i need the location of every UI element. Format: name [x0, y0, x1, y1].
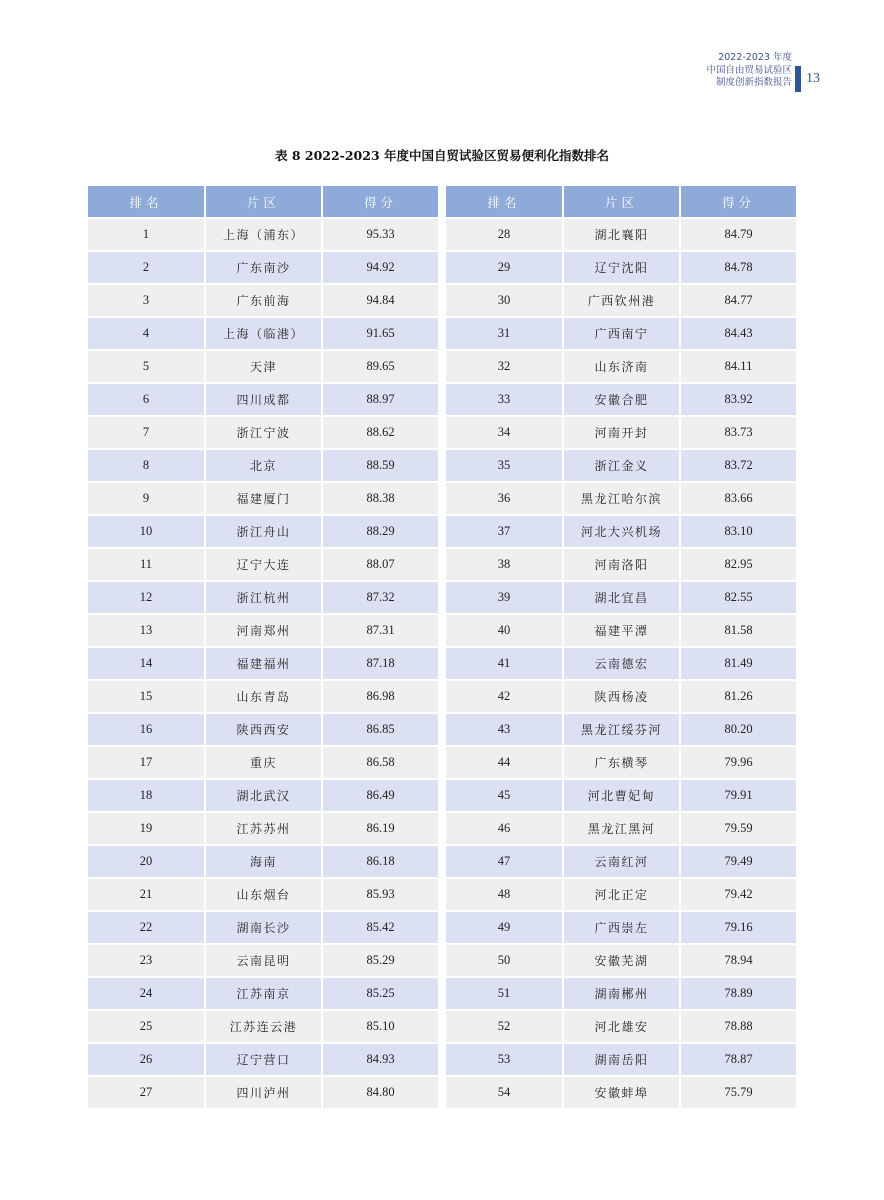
table-row [88, 912, 438, 943]
table-row [88, 780, 438, 811]
column-header-rank: 排名 [446, 186, 562, 217]
header-report-subtitle: 制度创新指数报告 [715, 77, 792, 88]
rank-cell: 7 [88, 417, 204, 448]
rank-cell: 5 [88, 351, 204, 382]
zone-cell: 安徽合肥 [564, 384, 679, 415]
zone-cell: 天津 [206, 351, 321, 382]
zone-cell: 广西崇左 [564, 912, 679, 943]
zone-cell: 湖北宜昌 [564, 582, 679, 613]
rank-cell: 32 [446, 351, 562, 382]
zone-cell: 广东前海 [206, 285, 321, 316]
table-row [88, 978, 438, 1009]
score-cell: 79.49 [681, 846, 796, 877]
table-row [446, 978, 796, 1009]
score-cell: 95.33 [323, 219, 438, 250]
table-row [88, 681, 438, 712]
table-row [88, 879, 438, 910]
zone-cell: 四川成都 [206, 384, 321, 415]
zone-cell: 浙江舟山 [206, 516, 321, 547]
score-cell: 81.26 [681, 681, 796, 712]
score-cell: 86.58 [323, 747, 438, 778]
score-cell: 86.98 [323, 681, 438, 712]
zone-cell: 湖北襄阳 [564, 219, 679, 250]
rank-cell: 21 [88, 879, 204, 910]
zone-cell: 湖南长沙 [206, 912, 321, 943]
score-cell: 88.97 [323, 384, 438, 415]
zone-cell: 北京 [206, 450, 321, 481]
zone-cell: 云南昆明 [206, 945, 321, 976]
table-row [446, 252, 796, 283]
column-header-score: 得分 [681, 186, 796, 217]
zone-cell: 黑龙江哈尔滨 [564, 483, 679, 514]
zone-cell: 广西钦州港 [564, 285, 679, 316]
table-row [446, 450, 796, 481]
column-header-zone: 片区 [206, 186, 321, 217]
zone-cell: 辽宁沈阳 [564, 252, 679, 283]
zone-cell: 福建福州 [206, 648, 321, 679]
rank-cell: 14 [88, 648, 204, 679]
table-header-row [88, 186, 438, 217]
score-cell: 81.58 [681, 615, 796, 646]
table-row [88, 318, 438, 349]
score-cell: 88.59 [323, 450, 438, 481]
rank-cell: 15 [88, 681, 204, 712]
zone-cell: 辽宁营口 [206, 1044, 321, 1075]
score-cell: 84.77 [681, 285, 796, 316]
rank-cell: 4 [88, 318, 204, 349]
rank-cell: 6 [88, 384, 204, 415]
header-accent-bar [795, 66, 801, 92]
rank-cell: 43 [446, 714, 562, 745]
score-cell: 94.84 [323, 285, 438, 316]
table-row [88, 813, 438, 844]
score-cell: 94.92 [323, 252, 438, 283]
rank-cell: 10 [88, 516, 204, 547]
zone-cell: 山东济南 [564, 351, 679, 382]
rank-cell: 17 [88, 747, 204, 778]
table-row [446, 879, 796, 910]
rank-cell: 52 [446, 1011, 562, 1042]
zone-cell: 河南洛阳 [564, 549, 679, 580]
zone-cell: 广东南沙 [206, 252, 321, 283]
score-cell: 84.11 [681, 351, 796, 382]
zone-cell: 河南郑州 [206, 615, 321, 646]
zone-cell: 云南红河 [564, 846, 679, 877]
score-cell: 83.73 [681, 417, 796, 448]
zone-cell: 安徽芜湖 [564, 945, 679, 976]
score-cell: 88.62 [323, 417, 438, 448]
score-cell: 81.49 [681, 648, 796, 679]
score-cell: 86.18 [323, 846, 438, 877]
rank-cell: 37 [446, 516, 562, 547]
rank-cell: 24 [88, 978, 204, 1009]
table-row [446, 615, 796, 646]
rank-cell: 46 [446, 813, 562, 844]
score-cell: 88.07 [323, 549, 438, 580]
table-row [446, 417, 796, 448]
table-row [446, 1077, 796, 1108]
rank-cell: 20 [88, 846, 204, 877]
zone-cell: 河北大兴机场 [564, 516, 679, 547]
table-row [446, 846, 796, 877]
score-cell: 78.87 [681, 1044, 796, 1075]
zone-cell: 江苏南京 [206, 978, 321, 1009]
rank-cell: 38 [446, 549, 562, 580]
score-cell: 75.79 [681, 1077, 796, 1108]
rank-cell: 45 [446, 780, 562, 811]
table-row [88, 417, 438, 448]
zone-cell: 广东横琴 [564, 747, 679, 778]
score-cell: 83.92 [681, 384, 796, 415]
score-cell: 78.88 [681, 1011, 796, 1042]
table-row [446, 945, 796, 976]
page-number: 13 [806, 71, 820, 86]
table-row [88, 549, 438, 580]
zone-cell: 陕西杨凌 [564, 681, 679, 712]
zone-cell: 湖南郴州 [564, 978, 679, 1009]
score-cell: 80.20 [681, 714, 796, 745]
table-row [88, 582, 438, 613]
rank-cell: 16 [88, 714, 204, 745]
score-cell: 84.80 [323, 1077, 438, 1108]
table-row [88, 483, 438, 514]
table-row [88, 945, 438, 976]
rank-cell: 44 [446, 747, 562, 778]
zone-cell: 湖南岳阳 [564, 1044, 679, 1075]
zone-cell: 四川泸州 [206, 1077, 321, 1108]
zone-cell: 陕西西安 [206, 714, 321, 745]
rank-cell: 12 [88, 582, 204, 613]
rank-cell: 11 [88, 549, 204, 580]
score-cell: 79.16 [681, 912, 796, 943]
zone-cell: 黑龙江黑河 [564, 813, 679, 844]
header-report-line: 中国自由贸易试验区 [706, 64, 792, 76]
score-cell: 83.72 [681, 450, 796, 481]
rank-cell: 49 [446, 912, 562, 943]
score-cell: 82.55 [681, 582, 796, 613]
table-row [446, 384, 796, 415]
rank-cell: 36 [446, 483, 562, 514]
table-row [88, 648, 438, 679]
rank-cell: 25 [88, 1011, 204, 1042]
table-row [88, 219, 438, 250]
table-row [88, 285, 438, 316]
rank-cell: 47 [446, 846, 562, 877]
rank-cell: 33 [446, 384, 562, 415]
zone-cell: 湖北武汉 [206, 780, 321, 811]
rank-cell: 26 [88, 1044, 204, 1075]
score-cell: 87.32 [323, 582, 438, 613]
table-row [88, 1011, 438, 1042]
zone-cell: 上海（临港） [206, 318, 321, 349]
score-cell: 89.65 [323, 351, 438, 382]
zone-cell: 安徽蚌埠 [564, 1077, 679, 1108]
table-row [446, 351, 796, 382]
zone-cell: 河南开封 [564, 417, 679, 448]
table-row [446, 582, 796, 613]
table-row [88, 714, 438, 745]
table-title: 表 8 2022-2023 年度中国自贸试验区贸易便利化指数排名 [274, 148, 610, 163]
header-year: 2022-2023 年度 [718, 52, 792, 63]
table-row [88, 846, 438, 877]
rank-cell: 28 [446, 219, 562, 250]
zone-cell: 上海（浦东） [206, 219, 321, 250]
zone-cell: 河北正定 [564, 879, 679, 910]
score-cell: 83.66 [681, 483, 796, 514]
rank-cell: 51 [446, 978, 562, 1009]
rank-cell: 9 [88, 483, 204, 514]
rank-cell: 50 [446, 945, 562, 976]
zone-cell: 河北雄安 [564, 1011, 679, 1042]
rank-cell: 48 [446, 879, 562, 910]
score-cell: 85.42 [323, 912, 438, 943]
rank-cell: 23 [88, 945, 204, 976]
rank-cell: 40 [446, 615, 562, 646]
rank-cell: 53 [446, 1044, 562, 1075]
score-cell: 84.93 [323, 1044, 438, 1075]
score-cell: 86.19 [323, 813, 438, 844]
zone-cell: 浙江宁波 [206, 417, 321, 448]
score-cell: 82.95 [681, 549, 796, 580]
table-row [446, 285, 796, 316]
zone-cell: 黑龙江绥芬河 [564, 714, 679, 745]
table-row [446, 912, 796, 943]
zone-cell: 福建平潭 [564, 615, 679, 646]
table-row [446, 780, 796, 811]
score-cell: 78.94 [681, 945, 796, 976]
rank-cell: 39 [446, 582, 562, 613]
score-cell: 79.96 [681, 747, 796, 778]
zone-cell: 江苏苏州 [206, 813, 321, 844]
table-row [88, 516, 438, 547]
score-cell: 79.42 [681, 879, 796, 910]
score-cell: 84.43 [681, 318, 796, 349]
rank-cell: 2 [88, 252, 204, 283]
table-row [88, 615, 438, 646]
score-cell: 83.10 [681, 516, 796, 547]
table-row [88, 384, 438, 415]
table-row [446, 1044, 796, 1075]
score-cell: 88.29 [323, 516, 438, 547]
table-row [446, 318, 796, 349]
ranking-table-right [444, 184, 798, 1110]
column-header-score: 得分 [323, 186, 438, 217]
table-row [88, 1077, 438, 1108]
score-cell: 87.18 [323, 648, 438, 679]
rank-cell: 54 [446, 1077, 562, 1108]
score-cell: 79.91 [681, 780, 796, 811]
column-header-zone: 片区 [564, 186, 679, 217]
table-row [88, 351, 438, 382]
zone-cell: 浙江金义 [564, 450, 679, 481]
table-row [446, 1011, 796, 1042]
table-row [446, 714, 796, 745]
rank-cell: 19 [88, 813, 204, 844]
report-header [706, 52, 792, 90]
score-cell: 85.93 [323, 879, 438, 910]
score-cell: 78.89 [681, 978, 796, 1009]
score-cell: 87.31 [323, 615, 438, 646]
rank-cell: 3 [88, 285, 204, 316]
zone-cell: 浙江杭州 [206, 582, 321, 613]
table-row [88, 450, 438, 481]
rank-cell: 31 [446, 318, 562, 349]
score-cell: 79.59 [681, 813, 796, 844]
table-row [446, 219, 796, 250]
score-cell: 88.38 [323, 483, 438, 514]
table-row [446, 681, 796, 712]
table-row [446, 813, 796, 844]
zone-cell: 广西南宁 [564, 318, 679, 349]
zone-cell: 云南德宏 [564, 648, 679, 679]
table-row [446, 483, 796, 514]
table-row [88, 1044, 438, 1075]
zone-cell: 山东青岛 [206, 681, 321, 712]
rank-cell: 30 [446, 285, 562, 316]
rank-cell: 27 [88, 1077, 204, 1108]
rank-cell: 35 [446, 450, 562, 481]
rank-cell: 29 [446, 252, 562, 283]
zone-cell: 福建厦门 [206, 483, 321, 514]
score-cell: 85.25 [323, 978, 438, 1009]
score-cell: 91.65 [323, 318, 438, 349]
table-row [446, 747, 796, 778]
table-header-row [446, 186, 796, 217]
rank-cell: 22 [88, 912, 204, 943]
table-row [446, 549, 796, 580]
zone-cell: 辽宁大连 [206, 549, 321, 580]
score-cell: 84.79 [681, 219, 796, 250]
score-cell: 86.85 [323, 714, 438, 745]
score-cell: 86.49 [323, 780, 438, 811]
rank-cell: 18 [88, 780, 204, 811]
ranking-table-left [86, 184, 440, 1110]
rank-cell: 1 [88, 219, 204, 250]
zone-cell: 海南 [206, 846, 321, 877]
rank-cell: 13 [88, 615, 204, 646]
rank-cell: 41 [446, 648, 562, 679]
table-row [446, 648, 796, 679]
table-row [446, 516, 796, 547]
zone-cell: 河北曹妃甸 [564, 780, 679, 811]
score-cell: 84.78 [681, 252, 796, 283]
zone-cell: 重庆 [206, 747, 321, 778]
table-row [88, 747, 438, 778]
rank-cell: 42 [446, 681, 562, 712]
zone-cell: 江苏连云港 [206, 1011, 321, 1042]
rank-cell: 8 [88, 450, 204, 481]
column-header-rank: 排名 [88, 186, 204, 217]
zone-cell: 山东烟台 [206, 879, 321, 910]
rank-cell: 34 [446, 417, 562, 448]
score-cell: 85.10 [323, 1011, 438, 1042]
score-cell: 85.29 [323, 945, 438, 976]
table-row [88, 252, 438, 283]
